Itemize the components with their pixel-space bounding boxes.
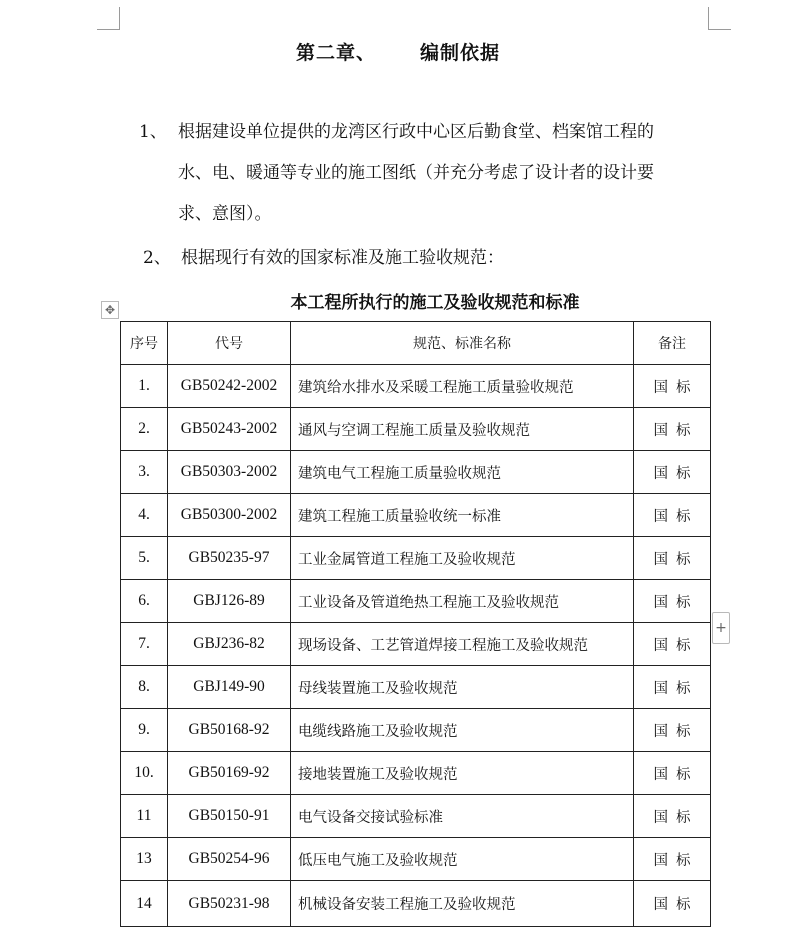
table-row <box>121 838 711 881</box>
chapter-title <box>0 38 796 65</box>
cell-note: 国标 <box>634 623 711 666</box>
cell-seq: 13 <box>121 838 168 881</box>
cell-note: 国标 <box>634 537 711 580</box>
cell-note: 国标 <box>634 365 711 408</box>
table-row <box>121 537 711 580</box>
cell-name: 工业设备及管道绝热工程施工及验收规范 <box>291 580 634 623</box>
table-row <box>121 580 711 623</box>
cell-code: GBJ126-89 <box>168 580 291 623</box>
cell-note: 国标 <box>634 795 711 838</box>
table-row <box>121 623 711 666</box>
cell-name: 电气设备交接试验标准 <box>291 795 634 838</box>
cell-code: GB50169-92 <box>168 752 291 795</box>
cell-seq: 1. <box>121 365 168 408</box>
cell-seq: 3. <box>121 451 168 494</box>
header-seq: 序号 <box>121 322 168 365</box>
cell-name: 接地装置施工及验收规范 <box>291 752 634 795</box>
cell-code: GB50235-97 <box>168 537 291 580</box>
list-item-number: 2、 <box>143 248 171 268</box>
cell-name: 机械设备安装工程施工及验收规范 <box>291 881 634 927</box>
cell-code: GB50254-96 <box>168 838 291 881</box>
chapter-number: 第二章、 <box>295 42 376 64</box>
cell-name: 建筑电气工程施工质量验收规范 <box>291 451 634 494</box>
cell-name: 通风与空调工程施工质量及验收规范 <box>291 408 634 451</box>
list-item-line: 根据建设单位提供的龙湾区行政中心区后勤食堂、档案馆工程的 <box>178 122 654 142</box>
chapter-heading: 编制依据 <box>420 42 501 64</box>
page-corner-mark-right <box>708 7 731 30</box>
cell-seq: 6. <box>121 580 168 623</box>
table-row <box>121 365 711 408</box>
cell-note: 国标 <box>634 838 711 881</box>
cell-code: GB50168-92 <box>168 709 291 752</box>
list-item-1 <box>0 112 796 242</box>
cell-code: GB50150-91 <box>168 795 291 838</box>
cell-seq: 8. <box>121 666 168 709</box>
cell-code: GB50300-2002 <box>168 494 291 537</box>
list-item-line: 根据现行有效的国家标准及施工验收规范： <box>181 248 504 268</box>
cell-seq: 2. <box>121 408 168 451</box>
list-item-line: 水、电、暖通等专业的施工图纸（并充分考虑了设计者的设计要 <box>178 163 654 183</box>
cell-code: GB50243-2002 <box>168 408 291 451</box>
cell-seq: 5. <box>121 537 168 580</box>
table-row <box>121 881 711 927</box>
table-row <box>121 709 711 752</box>
cell-name: 工业金属管道工程施工及验收规范 <box>291 537 634 580</box>
table-row <box>121 451 711 494</box>
cell-name: 建筑给水排水及采暖工程施工质量验收规范 <box>291 365 634 408</box>
cell-name: 电缆线路施工及验收规范 <box>291 709 634 752</box>
cell-name: 低压电气施工及验收规范 <box>291 838 634 881</box>
list-item-number: 1、 <box>139 122 167 142</box>
table-row <box>121 666 711 709</box>
header-note: 备注 <box>634 322 711 365</box>
move-cross-icon[interactable]: ✥ <box>101 301 119 319</box>
header-code: 代号 <box>168 322 291 365</box>
cell-note: 国标 <box>634 580 711 623</box>
cell-code: GBJ236-82 <box>168 623 291 666</box>
table-row <box>121 795 711 838</box>
cell-seq: 7. <box>121 623 168 666</box>
cell-name: 现场设备、工艺管道焊接工程施工及验收规范 <box>291 623 634 666</box>
list-item-2 <box>0 238 796 279</box>
cell-seq: 4. <box>121 494 168 537</box>
header-name: 规范、标准名称 <box>291 322 634 365</box>
list-item-line: 求、意图）。 <box>178 204 272 224</box>
cell-seq: 9. <box>121 709 168 752</box>
cell-code: GB50303-2002 <box>168 451 291 494</box>
cell-note: 国标 <box>634 666 711 709</box>
table-row <box>121 408 711 451</box>
page-corner-mark-left <box>97 7 120 30</box>
cell-seq: 11 <box>121 795 168 838</box>
cell-note: 国标 <box>634 709 711 752</box>
cell-name: 母线装置施工及验收规范 <box>291 666 634 709</box>
cell-name: 建筑工程施工质量验收统一标准 <box>291 494 634 537</box>
cell-code: GB50242-2002 <box>168 365 291 408</box>
table-caption: 本工程所执行的施工及验收规范和标准 <box>290 293 580 313</box>
cell-code: GB50231-98 <box>168 881 291 927</box>
table-header-row <box>121 322 711 365</box>
table-row <box>121 494 711 537</box>
cell-note: 国标 <box>634 881 711 927</box>
cell-note: 国标 <box>634 752 711 795</box>
standards-table <box>120 321 711 927</box>
cell-code: GBJ149-90 <box>168 666 291 709</box>
cell-note: 国标 <box>634 451 711 494</box>
cell-note: 国标 <box>634 408 711 451</box>
cell-seq: 10. <box>121 752 168 795</box>
cell-seq: 14 <box>121 881 168 927</box>
plus-icon[interactable]: + <box>712 612 730 644</box>
table-row <box>121 752 711 795</box>
cell-note: 国标 <box>634 494 711 537</box>
